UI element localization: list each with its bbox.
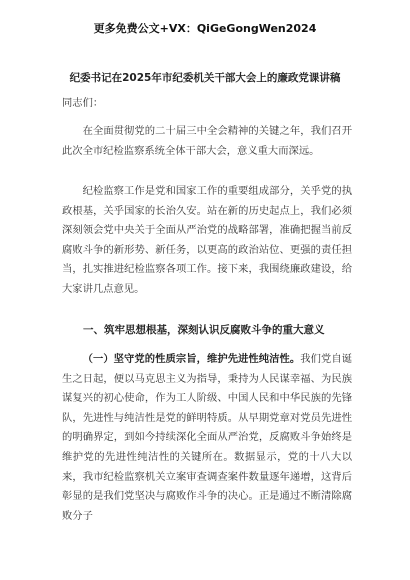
paragraph-context: 纪检监察工作是党和国家工作的重要组成部分，关乎党的执政根基，关乎国家的长治久安。站在新的历史起点上，我们必须深刻领会党中央关于全面从严治党的战略部署，准确把握当前反腐败斗争的新形势、新任务，以更高的政治站位、更强的责任担当，扎实推进纪检监察各项工作。接下来，我围绕廉政建设，给大家讲几点意见。 [62, 185, 352, 295]
subsection-paragraph [62, 350, 352, 526]
document-title: 纪委书记在2025年市纪委机关干部大会上的廉政党课讲稿 [69, 72, 341, 84]
subsection-text: 我们党自诞生之日起，便以马克思主义为指导，秉持为人民谋幸福、为民族谋复兴的初心使命，作为工人阶级、中国人民和中华民族的先锋队，先进性与纯洁性是党的鲜明特质。从早期党章对党员先进性的明确界定，到如今持续深化全面从严治党，反腐败斗争始终是维护党的先进性纯洁性的关键所在。数据显示，党的十八大以来，我市纪检监察机关立案审查调查案件数量逐年递增，这背后彰显的是我们党坚决与腐败作斗争的决心。正是通过不断清除腐败分子 [62, 353, 353, 522]
section-heading: 一、筑牢思想根基，深刻认识反腐败斗争的重大意义 [83, 324, 325, 336]
greeting: 同志们： [62, 97, 104, 109]
paragraph-intro: 在全面贯彻党的二十届三中全会精神的关键之年，我们召开此次全市纪检监察系统全体干部大会，意义重大而深远。 [62, 125, 352, 157]
promo-header: 更多免费公文+VX：QiGeGongWen2024 [93, 22, 317, 35]
subsection-heading: （一）坚守党的性质宗旨，维护先进性纯洁性。 [82, 353, 301, 365]
